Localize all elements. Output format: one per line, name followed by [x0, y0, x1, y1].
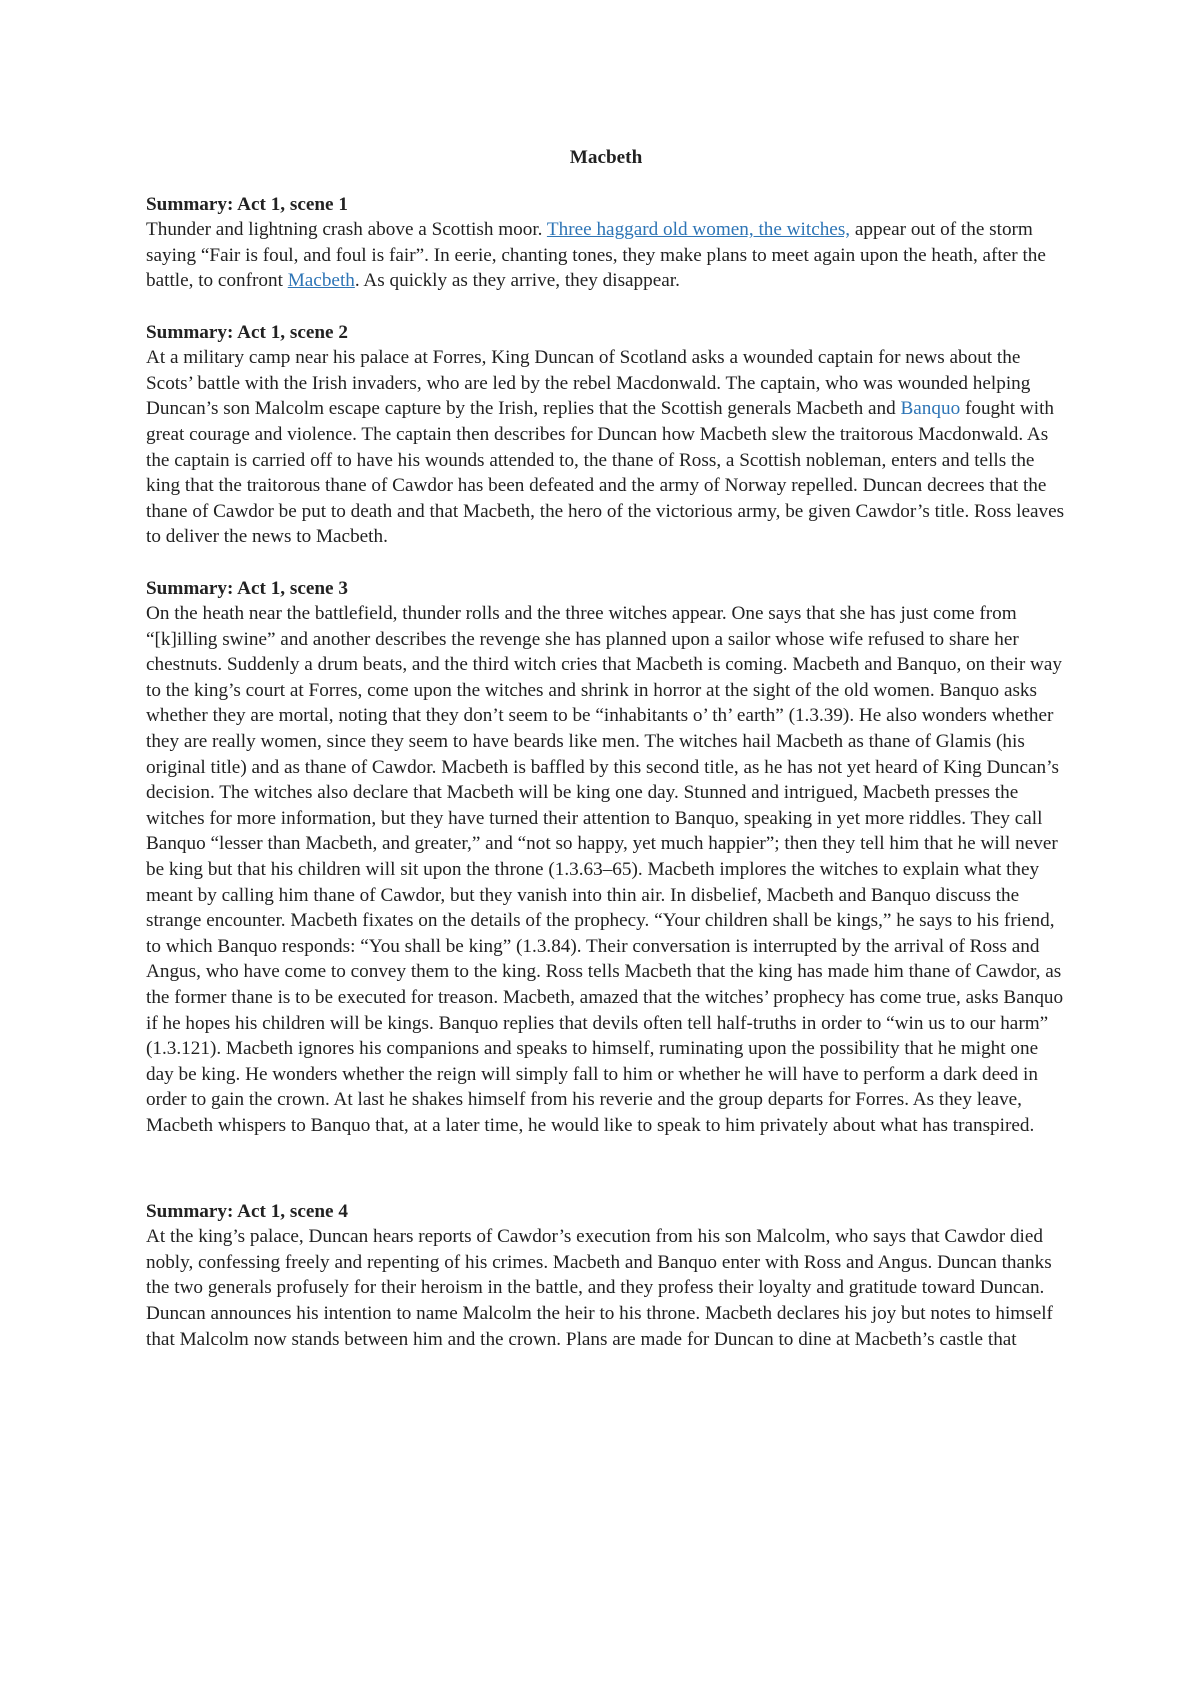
document-title: Macbeth	[569, 147, 643, 168]
paragraph-spacer	[146, 550, 1066, 576]
macbeth-link[interactable]: Macbeth	[287, 270, 355, 292]
body-text: appear out of the storm saying “Fair is foul, and foul is fair”. In eerie, chanting tones, they make plans to meet again upon the heath, after the battle, to confront	[146, 219, 1046, 292]
section-body	[146, 217, 1066, 294]
body-text: . As quickly as they arrive, they disappear.	[354, 270, 680, 292]
section-act1-scene1	[146, 192, 1066, 294]
body-text: Thunder and lightning crash above a Scottish moor.	[146, 219, 547, 241]
paragraph-spacer	[146, 294, 1066, 320]
paragraph-spacer	[146, 1139, 1066, 1199]
section-heading: Summary: Act 1, scene 3	[146, 577, 348, 599]
section-heading: Summary: Act 1, scene 2	[146, 321, 348, 343]
section-heading: Summary: Act 1, scene 4	[146, 1200, 348, 1222]
body-text: At a military camp near his palace at Forres, King Duncan of Scotland asks a wounded captain for news about the Scots’ battle with the Irish invaders, who are led by the rebel Macdonwald. The captain, who was wounded helping Duncan’s son Malcolm escape capture by the Irish, replies that the Scottish generals Macbeth and	[146, 347, 1031, 420]
section-body: At the king’s palace, Duncan hears reports of Cawdor’s execution from his son Malcolm, who says that Cawdor died nobly, confessing freely and repenting of his crimes. Macbeth and Banquo enter with Ross and Angus. Duncan thanks the two generals profusely for their heroism in the battle, and they profess their loyalty and gratitude toward Duncan. Duncan announces his intention to name Malcolm the heir to his throne. Macbeth declares his joy but notes to himself that Malcolm now stands between him and the crown. Plans are made for Duncan to dine at Macbeth’s castle that	[146, 1226, 1053, 1350]
section-heading: Summary: Act 1, scene 1	[146, 193, 348, 215]
section-act1-scene3	[146, 576, 1066, 1139]
section-body: On the heath near the battlefield, thunder rolls and the three witches appear. One says that she has just come from “[k]illing swine” and another describes the revenge she has planned upon a sailor whose wife refused to share her chestnuts. Suddenly a drum beats, and the third witch cries that Macbeth is coming. Macbeth and Banquo, on their way to the king’s court at Forres, come upon the witches and shrink in horror at the sight of the old women. Banquo asks whether they are mortal, noting that they don’t seem to be “inhabitants o’ th’ earth” (1.3.39). He also wonders whether they are really women, since they seem to have beards like men. The witches hail Macbeth as thane of Glamis (his original title) and as thane of Cawdor. Macbeth is baffled by this second title, as he has not yet heard of King Duncan’s decision. The witches also declare that Macbeth will be king one day. Stunned and intrigued, Macbeth presses the witches for more information, but they have turned their attention to Banquo, speaking in yet more riddles. They call Banquo “lesser than Macbeth, and greater,” and “not so happy, yet much happier”; then they tell him that he will never be king but that his children will sit upon the throne (1.3.63–65). Macbeth implores the witches to explain what they meant by calling him thane of Cawdor, but they vanish into thin air. In disbelief, Macbeth and Banquo discuss the strange encounter. Macbeth fixates on the details of the prophecy. “Your children shall be kings,” he says to his friend, to which Banquo responds: “You shall be king” (1.3.84). Their conversation is interrupted by the arrival of Ross and Angus, who have come to convey them to the king. Ross tells Macbeth that the king has made him thane of Cawdor, as the former thane is to be executed for treason. Macbeth, amazed that the witches’ prophecy has come true, asks Banquo if he hopes his children will be kings. Banquo replies that devils often tell half-truths in order to “win us to our harm” (1.3.121). Macbeth ignores his companions and speaks to himself, ruminating upon the possibility that he might one day be king. He wonders whether the reign will simply fall to him or whether he will have to perform a dark deed in order to gain the crown. At last he shakes himself from his reverie and the group departs for Forres. As they leave, Macbeth whispers to Banquo that, at a later time, he would like to speak to him privately about what has transpired.	[146, 603, 1064, 1136]
body-text: fought with great courage and violence. The captain then describes for Duncan how Macbeth slew the traitorous Macdonwald. As the captain is carried off to have his wounds attended to, the thane of Ross, a Scottish nobleman, enters and tells the king that the traitorous thane of Cawdor has been defeated and the army of Norway repelled. Duncan decrees that the thane of Cawdor be put to death and that Macbeth, the hero of the victorious army, be given Cawdor’s title. Ross leaves to deliver the news to Macbeth.	[146, 398, 1065, 548]
section-body	[146, 345, 1066, 550]
banquo-link[interactable]: Banquo	[900, 398, 961, 420]
section-act1-scene2	[146, 320, 1066, 550]
section-act1-scene4	[146, 1199, 1066, 1353]
witches-link[interactable]: Three haggard old women, the witches,	[546, 219, 851, 241]
document-content	[146, 145, 1066, 1352]
